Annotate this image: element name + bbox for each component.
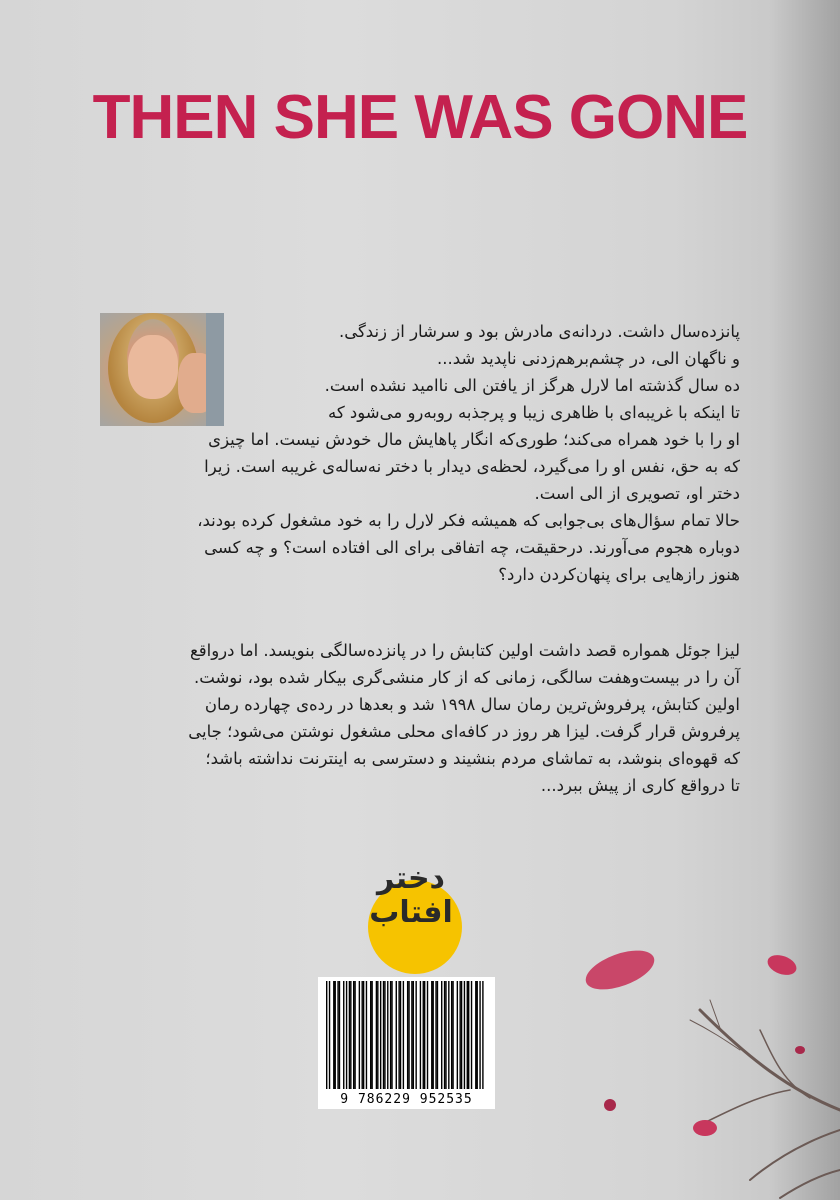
barcode-bar xyxy=(475,981,476,1089)
barcode-bar xyxy=(384,981,385,1089)
barcode-bar xyxy=(363,981,364,1089)
barcode-bar xyxy=(479,981,480,1089)
barcode-bar xyxy=(411,981,412,1089)
barcode-bar xyxy=(391,981,392,1089)
text-line: ده سال گذشته اما لارل هرگز از یافتن الی ناامید نشده است. xyxy=(324,376,740,395)
barcode-bar xyxy=(482,981,483,1089)
barcode-bar xyxy=(376,981,377,1089)
author-bio-paragraph xyxy=(100,637,740,799)
barcode-bar xyxy=(350,981,351,1089)
isbn-barcode xyxy=(318,977,495,1109)
text-line: پرفروش قرار گرفت. لیزا هر روز در کافه‌ای محلی مشغول نوشتن می‌شود؛ جایی xyxy=(188,722,740,741)
barcode-bar xyxy=(354,981,355,1089)
isbn-digits: 9 786229 952535 xyxy=(340,1092,473,1107)
barcode-bar xyxy=(451,981,452,1089)
barcode-bar xyxy=(403,981,404,1089)
barcode-bar xyxy=(370,981,371,1089)
text-line: تا درواقع کاری از پیش ببرد... xyxy=(540,776,740,795)
barcode-bar xyxy=(390,981,391,1089)
barcode-bar xyxy=(471,981,472,1089)
barcode-bar xyxy=(343,981,344,1089)
text-line: آن را در بیست‌وهفت سالگی، زمانی که از کار منشی‌گری بیکار شده بود، نوشت. xyxy=(194,668,740,687)
barcode-bar xyxy=(333,981,334,1089)
barcode-bar xyxy=(408,981,409,1089)
barcode-bar xyxy=(398,981,399,1089)
publisher-logo xyxy=(356,862,466,972)
barcode-bar xyxy=(407,981,408,1089)
barcode-bar xyxy=(424,981,425,1089)
barcode-bar xyxy=(337,981,338,1089)
synopsis-paragraph xyxy=(100,318,740,588)
barcode-bar xyxy=(427,981,428,1089)
logo-line2: افتاب xyxy=(369,895,453,930)
barcode-bar xyxy=(413,981,414,1089)
barcode-bar xyxy=(380,981,381,1089)
barcode-bar xyxy=(362,981,363,1089)
barcode-bar xyxy=(459,981,460,1089)
barcode-bar xyxy=(377,981,378,1089)
barcode-bar xyxy=(445,981,446,1089)
barcode-bar xyxy=(467,981,468,1089)
barcode-bar xyxy=(396,981,397,1089)
text-line: دوباره هجوم می‌آورند. درحقیقت، چه اتفاقی برای الی افتاده است؟ و چه کسی xyxy=(204,538,740,557)
text-line: دختر او، تصویری از الی است. xyxy=(534,484,740,503)
cherry-branch-illustration xyxy=(560,940,840,1200)
text-line: و ناگهان الی، در چشم‌برهم‌زدنی ناپدید شد... xyxy=(437,349,740,368)
barcode-bar xyxy=(326,981,327,1089)
petal xyxy=(604,1099,616,1111)
barcode-bar xyxy=(383,981,384,1089)
barcode-bar xyxy=(366,981,367,1089)
petal xyxy=(581,943,660,998)
barcode-bar xyxy=(339,981,340,1089)
barcode-bar xyxy=(448,981,449,1089)
text-line: تا اینکه با غریبه‌ای با ظاهری زیبا و پرجذبه روبه‌رو می‌شود که xyxy=(327,403,740,422)
text-line: که به حق، نفس او را می‌گیرد، لحظه‌ی دیدار با دختر نه‌ساله‌ی غریبه است. زیرا xyxy=(204,457,740,476)
barcode-bar xyxy=(435,981,436,1089)
text-line: که قهوه‌ای بنوشد، به تماشای مردم بنشیند و دسترسی به اینترنت نداشته باشد؛ xyxy=(205,749,740,768)
petal xyxy=(693,1120,717,1136)
barcode-bar xyxy=(433,981,434,1089)
barcode-bar xyxy=(441,981,442,1089)
barcode-bar xyxy=(329,981,330,1089)
book-title: THEN SHE WAS GONE xyxy=(92,83,748,152)
barcode-bar xyxy=(468,981,469,1089)
petal xyxy=(795,1046,805,1054)
text-line: لیزا جوئل همواره قصد داشت اولین کتابش را در پانزده‌سالگی بنویسد. اما درواقع xyxy=(189,641,740,660)
barcode-bar xyxy=(371,981,372,1089)
barcode-bar xyxy=(387,981,388,1089)
barcode-bar xyxy=(349,981,350,1089)
text-line: او را با خود همراه می‌کند؛ طوری‌که انگار پاهایش مال خودش نیست. اما چیزی xyxy=(208,430,740,449)
barcode-bar xyxy=(420,981,421,1089)
barcode-bar xyxy=(444,981,445,1089)
barcode-bar xyxy=(400,981,401,1089)
barcode-bar xyxy=(353,981,354,1089)
text-line: پانزده‌سال داشت. دردانه‌ی مادرش بود و سرشار از زندگی. xyxy=(338,322,740,341)
barcode-bar xyxy=(431,981,432,1089)
barcode-bar xyxy=(346,981,347,1089)
barcode-bar xyxy=(423,981,424,1089)
barcode-bar xyxy=(477,981,478,1089)
barcode-bar xyxy=(415,981,416,1089)
text-line: اولین کتابش، پرفروش‌ترین رمان سال ۱۹۹۸ شد و بعدها در رده‌ی چهارده رمان xyxy=(204,695,740,714)
barcode-bar xyxy=(335,981,336,1089)
text-line: هنوز رازهایی برای پنهان‌کردن دارد؟ xyxy=(498,565,740,584)
barcode-bars xyxy=(326,981,487,1089)
logo-line1: دختر xyxy=(377,861,445,896)
barcode-bar xyxy=(437,981,438,1089)
petal xyxy=(765,951,799,978)
barcode-bar xyxy=(461,981,462,1089)
barcode-bar xyxy=(457,981,458,1089)
barcode-bar xyxy=(452,981,453,1089)
barcode-bar xyxy=(464,981,465,1089)
barcode-bar xyxy=(359,981,360,1089)
text-line: حالا تمام سؤال‌های بی‌جوابی که همیشه فکر لارل را به خود مشغول کرده بودند، xyxy=(197,511,740,530)
